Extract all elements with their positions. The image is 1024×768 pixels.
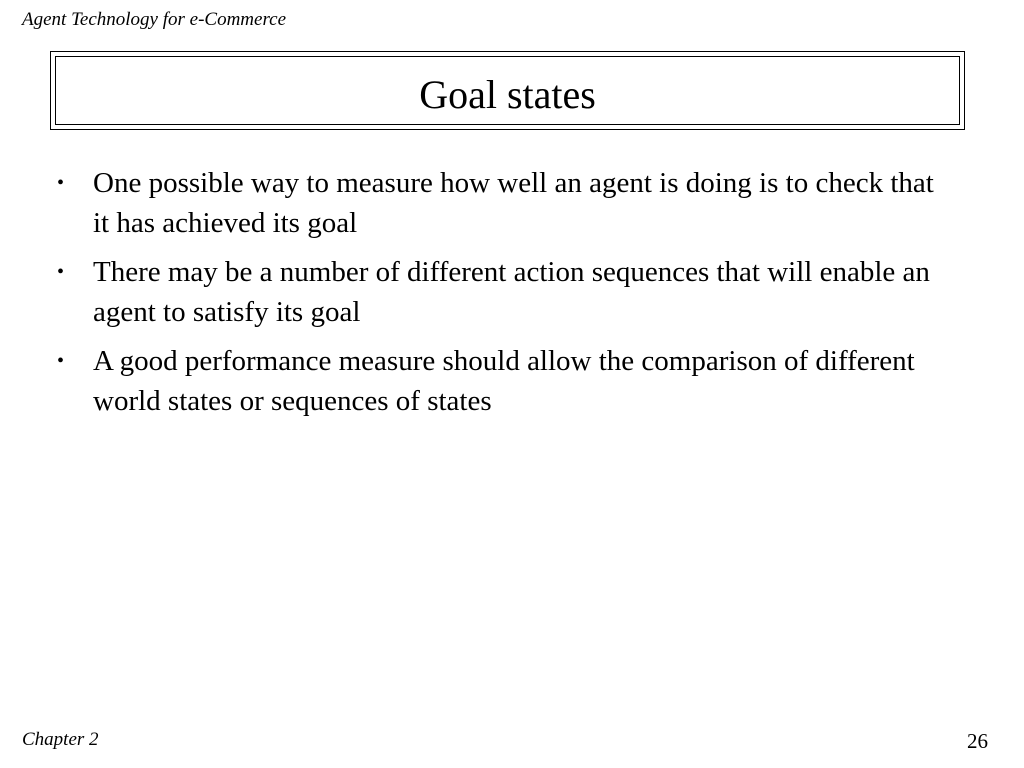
bullet-item (55, 252, 955, 332)
bullet-list (55, 163, 955, 430)
bullet-item (55, 163, 955, 243)
bullet-icon: • (57, 172, 65, 194)
bullet-text: A good performance measure should allow the comparison of different world states or sequences of states (93, 345, 915, 417)
bullet-text: One possible way to measure how well an agent is doing is to check that it has achieved its goal (93, 167, 934, 239)
slide-title-box (50, 51, 965, 130)
bullet-icon: • (57, 261, 65, 283)
bullet-item (55, 341, 955, 421)
slide-title: Goal states (419, 72, 596, 117)
bullet-text: There may be a number of different action sequences that will enable an agent to satisfy its goal (93, 256, 930, 328)
bullet-icon: • (57, 350, 65, 372)
course-header: Agent Technology for e-Commerce (22, 9, 287, 30)
page-number: 26 (967, 729, 988, 753)
chapter-footer: Chapter 2 (22, 729, 99, 750)
